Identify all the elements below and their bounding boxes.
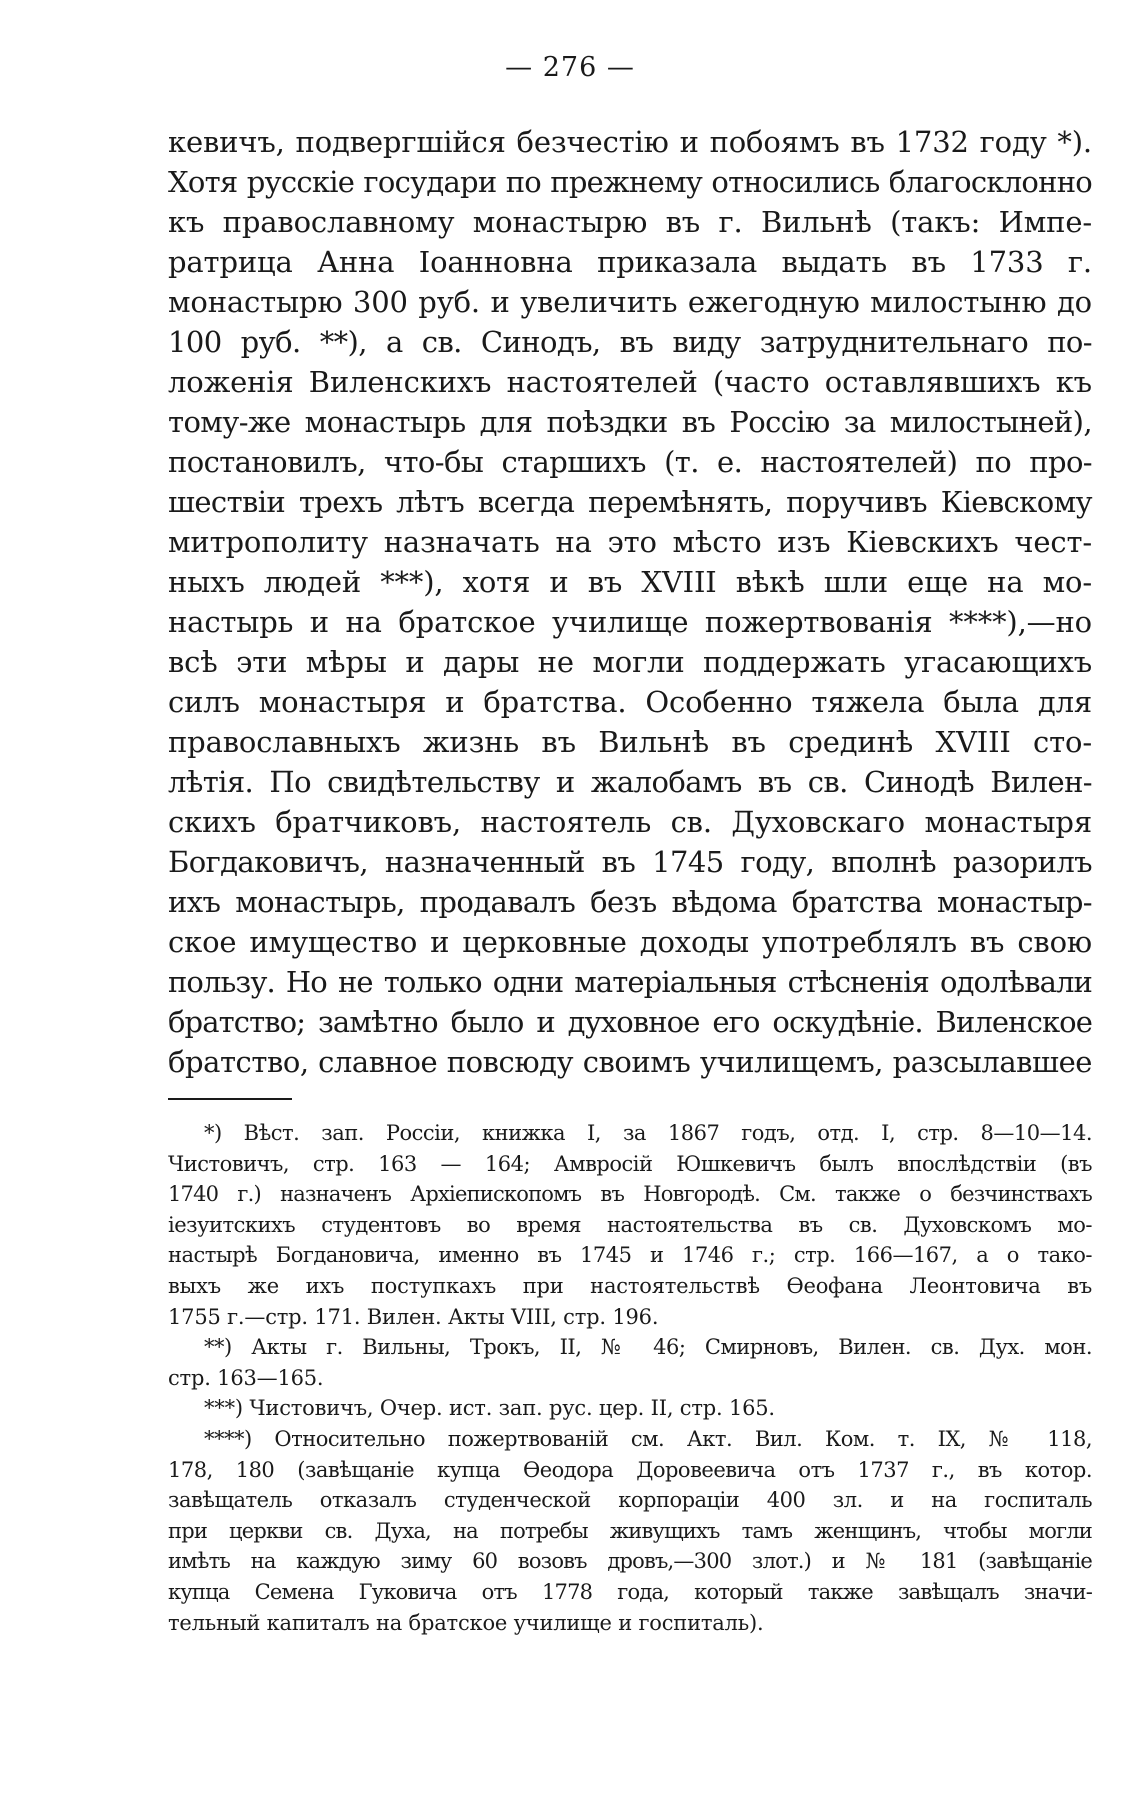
footnote-line: іезуитскихъ студентовъ во время настоятельства въ св. Духовскомъ мо- (168, 1212, 1092, 1237)
footnote-line: имѣть на каждую зиму 60 возовъ дровъ,—300 злот.) и № 181 (завѣщаніе (168, 1549, 1092, 1574)
footnote-line: стр. 163—165. (168, 1365, 324, 1390)
text-line: лѣтія. По свидѣтельству и жалобамъ въ св. Синодѣ Вилен- (168, 765, 1092, 799)
page-number: — 276 — (505, 52, 635, 83)
text-line: ратрица Анна Іоанновна приказала выдать въ 1733 г. (168, 245, 1092, 279)
footnote-line: ****) Относительно пожертвованій см. Акт. Вил. Ком. т. IX, № 118, (204, 1426, 1092, 1451)
footnote-line: 1740 г.) назначенъ Архіепископомъ въ Новгородѣ. См. также о безчинствахъ (168, 1182, 1092, 1207)
text-line: скихъ братчиковъ, настоятель св. Духовскаго монастыря (168, 805, 1092, 839)
text-line: братство, славное повсюду своимъ училищемъ, разсылавшее (168, 1045, 1092, 1079)
text-line: 100 руб. **), а св. Синодъ, въ виду затруднительнаго по- (168, 325, 1092, 359)
text-line: ложенія Виленскихъ настоятелей (часто оставлявшихъ къ (168, 365, 1092, 399)
footnote-line: **) Акты г. Вильны, Трокъ, II, № 46; Смирновъ, Вилен. св. Дух. мон. (204, 1335, 1092, 1360)
footnote-2 (168, 1332, 1092, 1393)
text-line: братство; замѣтно было и духовное его оскудѣніе. Виленское (168, 1005, 1092, 1039)
text-line: Хотя русскіе государи по прежнему относились благосклонно (168, 165, 1092, 199)
footnote-divider (168, 1098, 292, 1100)
footnote-line: 178, 180 (завѣщаніе купца Ѳеодора Доровеевича отъ 1737 г., въ котор. (168, 1457, 1092, 1482)
text-line: монастырю 300 руб. и увеличить ежегодную милостыню до (168, 285, 1092, 319)
text-line: къ православному монастырю въ г. Вильнѣ (такъ: Импе- (168, 205, 1092, 239)
text-line: кевичъ, подвергшійся безчестію и побоямъ въ 1732 году *). (168, 125, 1092, 159)
footnote-1 (168, 1118, 1092, 1332)
text-line: православныхъ жизнь въ Вильнѣ въ срединѣ XVIII сто- (168, 725, 1092, 759)
text-line: шествіи трехъ лѣтъ всегда перемѣнять, поручивъ Кіевскому (168, 485, 1092, 519)
text-line: постановилъ, что-бы старшихъ (т. е. настоятелей) по про- (168, 445, 1092, 479)
text-line: ихъ монастырь, продавалъ безъ вѣдома братства монастыр- (168, 885, 1092, 919)
footnote-line: выхъ же ихъ поступкахъ при настоятельствѣ Ѳеофана Леонтовича въ (168, 1273, 1092, 1298)
text-line: Богдаковичъ, назначенный въ 1745 году, вполнѣ разорилъ (168, 845, 1092, 879)
text-line: митрополиту назначать на это мѣсто изъ Кіевскихъ чест- (168, 525, 1092, 559)
footnote-3 (168, 1393, 1092, 1424)
text-line: силъ монастыря и братства. Особенно тяжела была для (168, 685, 1092, 719)
text-line: тому-же монастырь для поѣздки въ Россію за милостыней), (168, 405, 1092, 439)
text-line: пользу. Но не только одни матеріальныя стѣсненія одолѣвали (168, 965, 1092, 999)
footnote-line: при церкви св. Духа, на потребы живущихъ тамъ женщинъ, чтобы могли (168, 1518, 1092, 1543)
text-line: настырь и на братское училище пожертвованія ****),—но (168, 605, 1092, 639)
footnote-line: *) Вѣст. зап. Россіи, книжка I, за 1867 годъ, отд. I, стр. 8—10—14. (204, 1121, 1092, 1145)
footnote-line: Чистовичъ, стр. 163 — 164; Амвросій Юшкевичъ былъ впослѣдствіи (въ (168, 1151, 1092, 1176)
text-line: всѣ эти мѣры и дары не могли поддержать угасающихъ (168, 645, 1092, 679)
footnotes (168, 1118, 1092, 1638)
footnote-line: ***) Чистовичъ, Очер. ист. зап. рус. цер. II, стр. 165. (204, 1396, 775, 1421)
text-line: ныхъ людей ***), хотя и въ XVIII вѣкѣ шли еще на мо- (168, 565, 1092, 599)
footnote-line: завѣщатель отказалъ студенческой корпораціи 400 зл. и на госпиталь (168, 1488, 1092, 1513)
footnote-4 (168, 1424, 1092, 1638)
footnote-line: тельный капиталъ на братское училище и госпиталь). (168, 1610, 764, 1635)
footnote-line: настырѣ Богдановича, именно въ 1745 и 1746 г.; стр. 166—167, а о тако- (168, 1243, 1092, 1268)
text-line: ское имущество и церковные доходы употреблялъ въ свою (168, 925, 1092, 959)
footnote-line: 1755 г.—стр. 171. Вилен. Акты VIII, стр. 196. (168, 1304, 659, 1329)
footnote-line: купца Семена Гуковича отъ 1778 года, который также завѣщалъ значи- (168, 1579, 1092, 1604)
main-text (168, 122, 1092, 1082)
